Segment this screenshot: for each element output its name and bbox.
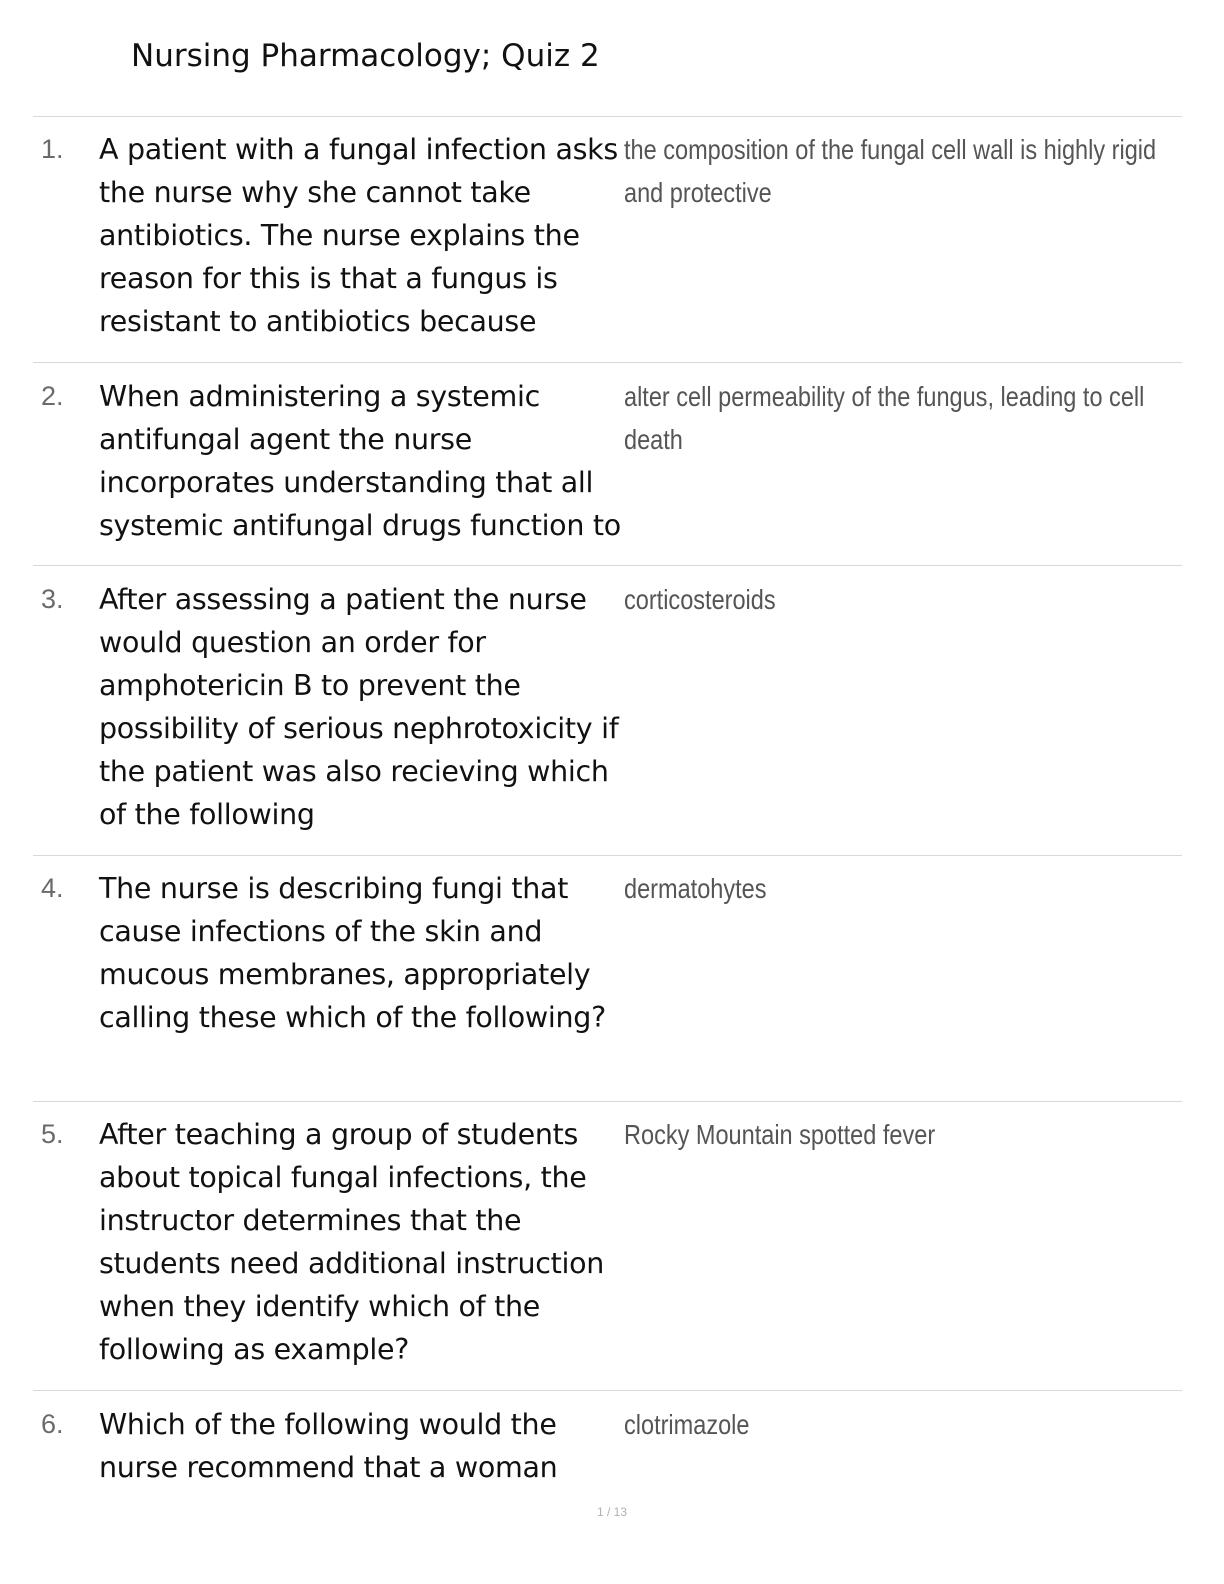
page-title: Nursing Pharmacology; Quiz 2	[131, 38, 600, 74]
item-number: 1.	[41, 134, 64, 164]
divider	[33, 565, 1182, 566]
question-text: A patient with a fungal infection asks the nurse why she cannot take antibiotics. The nurse explains the reason for this is that a fungus is resistant to antibiotics because	[99, 133, 618, 338]
item-number: 2.	[41, 381, 64, 411]
item-number: 6.	[41, 1409, 64, 1439]
divider	[33, 1390, 1182, 1391]
page-indicator: 1 / 13	[596, 1505, 628, 1519]
question-text: The nurse is describing fungi that cause infections of the skin and mucous membranes, appropriately calling these which of the following?	[99, 872, 606, 1034]
question-text: After teaching a group of students about topical fungal infections, the instructor determines that the students need additional instruction when they identify which of the following as example?	[99, 1118, 604, 1366]
item-number: 4.	[41, 873, 64, 903]
answer-text: alter cell permeability of the fungus, leading to cell death	[624, 381, 1145, 455]
item-number: 3.	[41, 584, 64, 614]
item-number: 5.	[41, 1119, 64, 1149]
divider	[33, 116, 1182, 117]
question-text: When administering a systemic antifungal agent the nurse incorporates understanding that all systemic antifungal drugs function to	[99, 380, 621, 542]
answer-text: Rocky Mountain spotted fever	[624, 1119, 936, 1150]
question-text: Which of the following would the nurse recommend that a woman	[99, 1408, 558, 1484]
divider	[33, 1101, 1182, 1102]
question-text: After assessing a patient the nurse would question an order for amphotericin B to prevent the possibility of serious nephrotoxicity if the patient was also recieving which of the following	[99, 583, 619, 831]
divider	[33, 362, 1182, 363]
answer-text: clotrimazole	[624, 1409, 750, 1440]
divider	[33, 855, 1182, 856]
answer-text: dermatohytes	[624, 873, 767, 904]
answer-text: corticosteroids	[624, 584, 776, 615]
answer-text: the composition of the fungal cell wall is highly rigid and protective	[624, 134, 1157, 208]
